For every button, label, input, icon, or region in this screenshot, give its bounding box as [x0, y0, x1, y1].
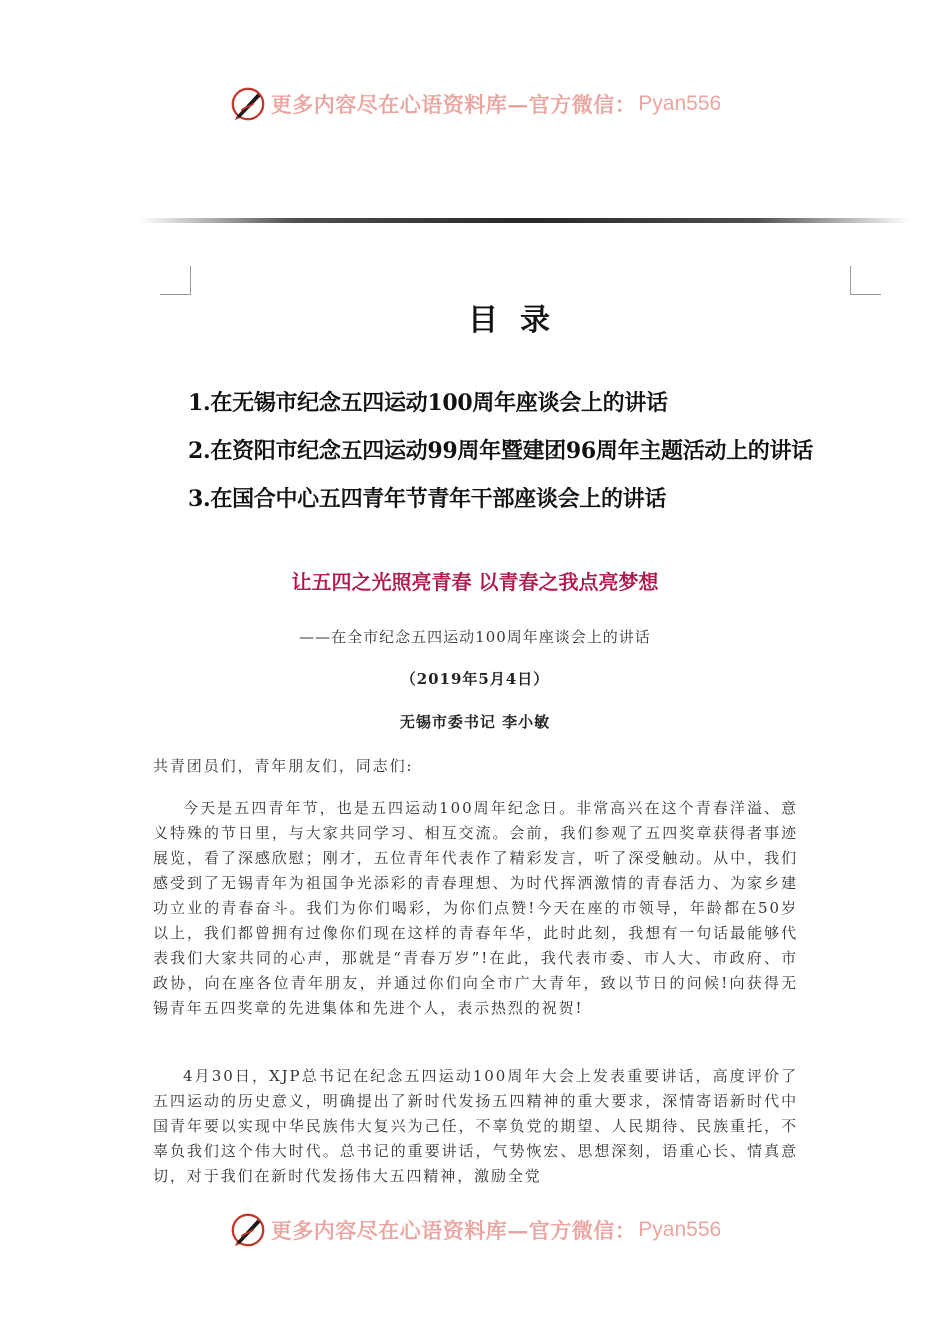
- article-title: 让五四之光照亮青春 以青春之我点亮梦想: [291, 570, 659, 594]
- article-date: （2019年5月4日）: [400, 670, 550, 688]
- toc-item[interactable]: 3.在国合中心五四青年节青年干部座谈会上的讲话: [188, 486, 667, 512]
- banner-text: 更多内容尽在心语资料库—官方微信：: [270, 92, 637, 117]
- header-banner: [0, 82, 950, 126]
- page-corner-mark-left: [160, 266, 191, 295]
- page-corner-mark-right: [850, 266, 881, 295]
- body-paragraph: 4月30日，XJP总书记在纪念五四运动100周年大会上发表重要讲话，高度评价了五四运动的历史意义，明确提出了新时代发扬五四精神的重大要求，深情寄语新时代中国青年要以实现中华民族伟大复兴为己任，不辜负党的期望、人民期待、民族重托，不辜负我们这个伟大时代。总书记的重要讲话，气势恢宏、思想深刻，语重心长、情真意切，对于我们在新时代发扬伟大五四精神，激励全党: [153, 1067, 798, 1185]
- salutation: 共青团员们，青年朋友们，同志们:: [153, 757, 414, 775]
- toc-list: [188, 385, 908, 529]
- pen-logo-icon: [229, 85, 267, 123]
- header-divider: [140, 218, 910, 223]
- banner-wechat-id: Pyan556: [638, 92, 722, 115]
- toc-title: 目录: [468, 303, 572, 338]
- pen-logo-icon: [229, 1211, 267, 1249]
- article-subtitle: ——在全市纪念五四运动100周年座谈会上的讲话: [299, 628, 651, 646]
- toc-item[interactable]: 2.在资阳市纪念五四运动99周年暨建团96周年主题活动上的讲话: [188, 438, 813, 464]
- banner-text: 更多内容尽在心语资料库—官方微信：: [270, 1218, 637, 1243]
- article-author: 无锡市委书记 李小敏: [399, 713, 551, 731]
- banner-wechat-id: Pyan556: [638, 1218, 722, 1241]
- body-paragraph: 今天是五四青年节，也是五四运动100周年纪念日。非常高兴在这个青春洋溢、意义特殊的节日里，与大家共同学习、相互交流。会前，我们参观了五四奖章获得者事迹展览，看了深感欣慰；刚才，五位青年代表作了精彩发言，听了深受触动。从中，我们感受到了无锡青年为祖国争光添彩的青春理想、为时代挥洒激情的青春活力、为家乡建功立业的青春奋斗。我们为你们喝彩，为你们点赞!今天在座的市领导，年龄都在50岁以上，我们都曾拥有过像你们现在这样的青春年华，此时此刻，我想有一句话最能够代表我们大家共同的心声，那就是“青春万岁”!在此，我代表市委、市人大、市政府、市政协，向在座各位青年朋友，并通过你们向全市广大青年，致以节日的问候!向获得无锡青年五四奖章的先进集体和先进个人，表示热烈的祝贺!: [153, 799, 798, 1017]
- footer-banner: [0, 1208, 950, 1252]
- toc-item[interactable]: 1.在无锡市纪念五四运动100周年座谈会上的讲话: [188, 390, 668, 416]
